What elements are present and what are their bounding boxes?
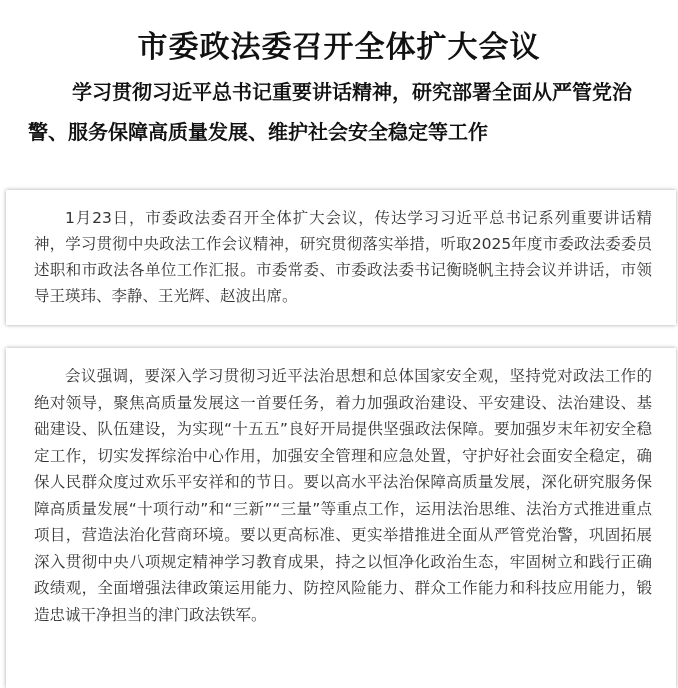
paragraph-card-1 <box>6 190 676 325</box>
paragraph-1: 1月23日，市委政法委召开全体扩大会议，传达学习习近平总书记系列重要讲话精神，学习贯彻中央政法工作会议精神，研究贯彻落实举措，听取2025年度市委政法委委员述职和市政法各单位工作汇报。市委常委、市委政法委书记衡晓帆主持会议并讲话，市领导王瑛玮、李静、王光辉、赵波出席。 <box>34 209 652 305</box>
paragraph-2: 会议强调，要深入学习贯彻习近平法治思想和总体国家安全观，坚持党对政法工作的绝对领导，聚焦高质量发展这一首要任务，着力加强政治建设、平安建设、法治建设、基础建设、队伍建设，为实现“十五五”良好开局提供坚强政法保障。要加强岁末年初安全稳定工作，切实发挥综治中心作用，加强安全管理和应急处置，守护好社会面安全稳定，确保人民群众度过欢乐平安祥和的节日。要以高水平法治保障高质量发展，深化研究服务保障高质量发展“十项行动”和“三新”“三量”等重点工作，运用法治思维、法治方式推进重点项目，营造法治化营商环境。要以更高标准、更实举措推进全面从严管党治警，巩固拓展深入贯彻中央八项规定精神学习教育成果，持之以恒净化政治生态，牢固树立和践行正确政绩观，全面增强法律政策运用能力、防控风险能力、群众工作能力和科技应用能力，锻造忠诚干净担当的津门政法铁军。 <box>34 367 652 624</box>
article-title: 市委政法委召开全体扩大会议 <box>137 30 541 65</box>
article-subtitle: 学习贯彻习近平总书记重要讲话精神，研究部署全面从严管党治警、服务保障高质量发展、维护社会安全稳定等工作 <box>28 80 632 144</box>
paragraph-card-2 <box>6 348 676 688</box>
